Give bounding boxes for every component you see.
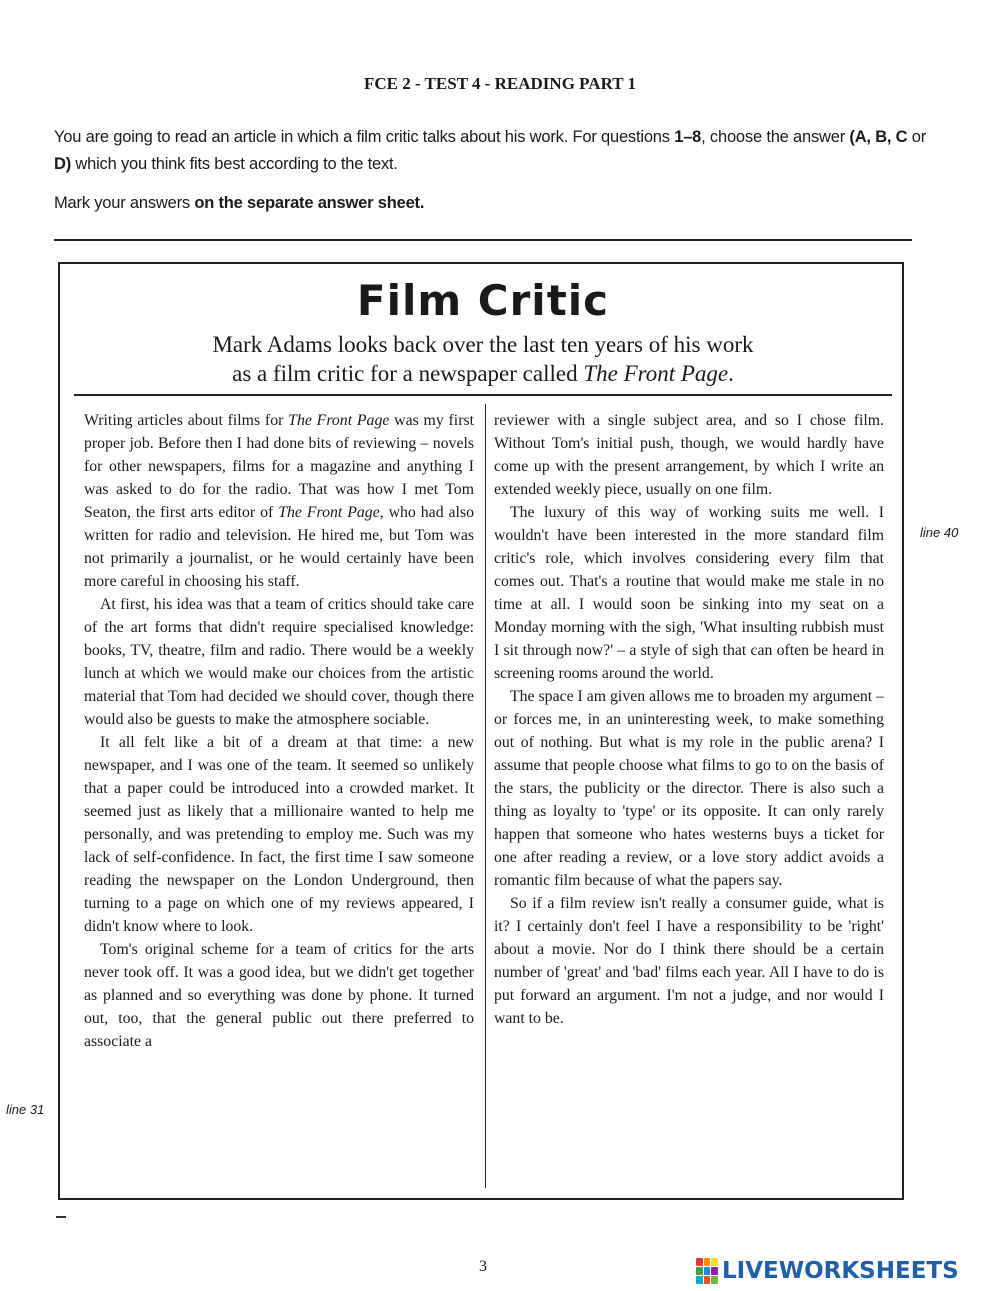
instructions-text xyxy=(54,124,934,178)
page-number: 3 xyxy=(479,1258,487,1275)
logo-tile xyxy=(696,1258,703,1266)
newspaper-name: The Front Page xyxy=(278,504,380,521)
instr-part: which you think fits best according to the text. xyxy=(71,155,398,173)
instr-options: (A, B, C xyxy=(849,128,908,146)
instr-part: , choose the answer xyxy=(701,128,850,146)
margin-note-line-40: line 40 xyxy=(920,525,959,540)
paragraph-7: The space I am given allows me to broaden my argument – or forces me, in an uninteresting week, to make something out of nothing. But what is my role in the public arena? I assume that people choose what films to go to on the basis of the stars, the publicity or the director. There is also such a thing as loyalty to 'type' or its opposite. It can only rarely happen that someone who hates westerns buys a ticket for one after reading a review, or a love story addict avoids a romantic film because of what the papers say. xyxy=(494,688,884,889)
stray-mark xyxy=(56,1216,66,1218)
instructions xyxy=(54,124,934,217)
logo-tile xyxy=(711,1267,718,1275)
newspaper-name: The Front Page xyxy=(288,412,390,429)
logo-tile xyxy=(704,1267,711,1275)
logo-tile xyxy=(704,1258,711,1266)
subtitle-part: . xyxy=(728,361,734,386)
instr-part: You are going to read an article in which a film critic talks about his work. For questions xyxy=(54,128,675,146)
newspaper-name: The Front Page xyxy=(583,361,729,386)
text-part: Writing articles about films for xyxy=(84,412,289,429)
paragraph-8: So if a film review isn't really a consumer guide, what is it? I certainly don't feel I have a responsibility to be 'right' about a movie. Nor do I think there should be a certain number of 'great' and 'bad' films each year. All I have to do is put forward an argument. I'm not a judge, and nor would I want to be. xyxy=(494,895,884,1027)
margin-note-line-31: line 31 xyxy=(6,1102,45,1117)
subtitle-part: as a film critic for a newspaper called xyxy=(232,361,584,386)
paragraph-4: Tom's original scheme for a team of critics for the arts never took off. It was a good idea, but we didn't get together as planned and so everything was done by phone. It turned out, too, that the general public out there preferred to associate a xyxy=(84,941,474,1050)
logo-tile xyxy=(696,1276,703,1284)
logo-tile xyxy=(704,1276,711,1284)
liveworksheets-logo xyxy=(696,1256,959,1286)
paragraph-2: At first, his idea was that a team of critics should take care of the art forms that didn't require specialised knowledge: books, TV, theatre, film and radio. There would be a weekly lunch at which we would make our choices from the artistic material that Tom had decided we should cover, though there would also be guests to make the atmosphere sociable. xyxy=(84,596,474,728)
article-column-right xyxy=(494,409,884,1030)
mark-answers-text xyxy=(54,190,934,217)
logo-text: LIVEWORKSHEETS xyxy=(722,1258,959,1284)
article-column-left xyxy=(84,409,474,1053)
instr-part: or xyxy=(907,128,927,146)
instr-options: D) xyxy=(54,155,72,173)
paragraph-6: The luxury of this way of working suits me well. I wouldn't have been interested in the more standard film critic's role, which involves considering every film that comes out. That's a routine that would make me stale in no time at all. I would soon be sinking into my seat on a Monday morning with the sigh, 'What insulting rubbish must I sit through now?' – a style of sigh that can often be heard in screening rooms around the world. xyxy=(494,504,884,682)
logo-tile xyxy=(711,1258,718,1266)
logo-grid-icon xyxy=(696,1258,718,1284)
subtitle-line-1: Mark Adams looks back over the last ten years of his work xyxy=(212,332,754,357)
subtitle-line-2 xyxy=(60,359,906,388)
instr-question-range: 1–8 xyxy=(674,128,702,146)
divider-rule xyxy=(54,239,912,241)
text-part: , who had also written for radio and television. He hired me, but Tom was not primarily a journalist, or he would certainly have been more careful in choosing his staff. xyxy=(84,504,474,590)
logo-tile xyxy=(711,1276,718,1284)
page-header-title: FCE 2 - TEST 4 - READING PART 1 xyxy=(363,74,637,93)
instr-part: Mark your answers xyxy=(54,194,195,212)
paragraph-5: reviewer with a single subject area, and so I chose film. Without Tom's initial push, though, we would hardly have come up with the present arrangement, by which I write an extended weekly piece, usually on one film. xyxy=(494,412,884,498)
instr-answer-sheet: on the separate answer sheet. xyxy=(194,194,425,212)
article-title: Film Critic xyxy=(356,276,610,325)
column-divider xyxy=(485,404,486,1188)
article-box xyxy=(58,262,904,1200)
subtitle-rule xyxy=(74,394,892,396)
paragraph-1 xyxy=(84,409,474,593)
article-subtitle xyxy=(60,330,906,388)
text-part: was my first proper job. Before then I had done bits of reviewing – novels for other newspapers, films for a magazine and anything I was asked to do for the radio. That was how I met Tom Seaton, the first arts editor of xyxy=(84,412,474,521)
paragraph-3: It all felt like a bit of a dream at that time: a new newspaper, and I was one of the team. It seemed so unlikely that a paper could be introduced into a crowded market. It seemed just as likely that a millionaire wanted to help me personally, and was pretending to employ me. Such was my lack of self-confidence. In fact, the first time I saw someone reading the newspaper on the London Underground, then turning to a page on which one of my reviews appeared, I didn't know where to look. xyxy=(84,734,474,935)
logo-tile xyxy=(696,1267,703,1275)
